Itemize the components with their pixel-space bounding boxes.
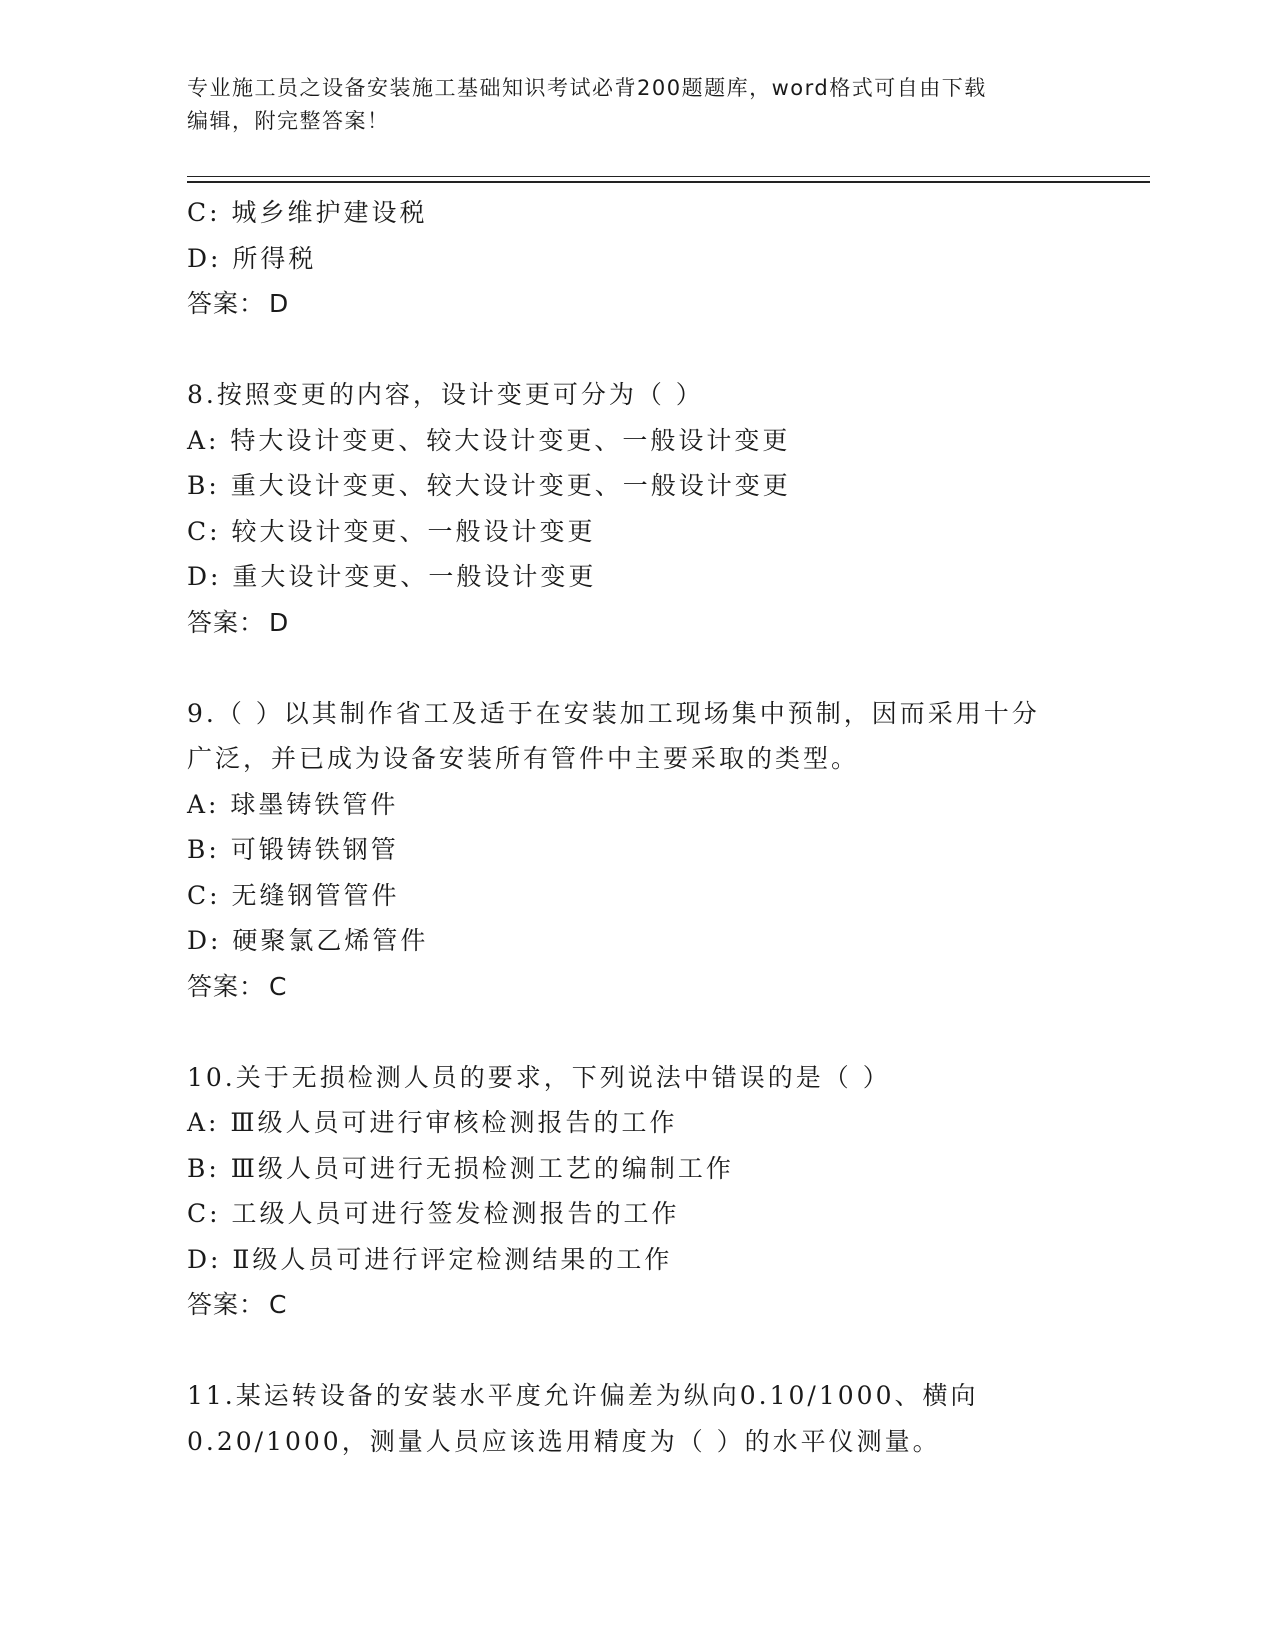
question-10 (187, 1055, 1087, 1328)
answer-label: 答案： (187, 607, 266, 637)
answer-line (187, 1282, 1087, 1328)
option-d: D: 硬聚氯乙烯管件 (187, 926, 429, 955)
answer-value: D (269, 607, 290, 637)
question-7-continued (187, 190, 1087, 327)
option-b: B: 重大设计变更、较大设计变更、一般设计变更 (187, 471, 791, 500)
question-stem-line-2: 广泛，并已成为设备安装所有管件中主要采取的类型。 (187, 744, 860, 773)
option-a: A: 特大设计变更、较大设计变更、一般设计变更 (187, 425, 791, 455)
header-divider-thick (187, 181, 1150, 183)
option-c: C: 无缝钢管管件 (187, 880, 400, 910)
answer-label: 答案： (187, 971, 266, 1001)
option-d: D: Ⅱ级人员可进行评定检测结果的工作 (187, 1244, 673, 1274)
header-line-2: 编辑，附完整答案！ (187, 109, 390, 133)
answer-value: C (269, 1290, 288, 1319)
option-b: B: 可锻铸铁钢管 (187, 835, 399, 864)
header-line-1: 专业施工员之设备安装施工基础知识考试必背200题题库，word格式可自由下载 (187, 76, 987, 100)
answer-line (187, 964, 1087, 1010)
question-stem: 8.按照变更的内容，设计变更可分为（ ） (187, 380, 704, 409)
question-8 (187, 372, 1087, 645)
option-a: A: Ⅲ级人员可进行审核检测报告的工作 (187, 1108, 678, 1137)
answer-value: D (269, 289, 290, 318)
question-stem: 10.关于无损检测人员的要求，下列说法中错误的是（ ） (187, 1062, 891, 1092)
header-divider (187, 176, 1150, 177)
question-stem-line-1: 9.（ ）以其制作省工及适于在安装加工现场集中预制，因而采用十分 (187, 698, 1040, 728)
answer-line (187, 600, 1087, 646)
answer-label: 答案： (187, 1290, 266, 1319)
document-body (187, 190, 1087, 1464)
answer-value: C (269, 971, 288, 1001)
option-c: C: 工级人员可进行签发检测报告的工作 (187, 1199, 680, 1228)
question-stem-line-1: 11.某运转设备的安装水平度允许偏差为纵向0.10/1000、横向 (187, 1381, 979, 1410)
answer-line (187, 281, 1087, 327)
option-c: C: 较大设计变更、一般设计变更 (187, 516, 596, 546)
question-11 (187, 1373, 1087, 1464)
question-stem-line-2: 0.20/1000，测量人员应该选用精度为（ ）的水平仪测量。 (187, 1426, 941, 1456)
option-a: A: 球墨铸铁管件 (187, 789, 399, 819)
option-d: D: 重大设计变更、一般设计变更 (187, 562, 597, 591)
option-d: D: 所得税 (187, 243, 317, 273)
option-b: B: Ⅲ级人员可进行无损检测工艺的编制工作 (187, 1153, 734, 1183)
page-header (187, 72, 1067, 138)
answer-label: 答案： (187, 289, 266, 318)
question-9 (187, 691, 1087, 1010)
option-c: C: 城乡维护建设税 (187, 198, 428, 227)
